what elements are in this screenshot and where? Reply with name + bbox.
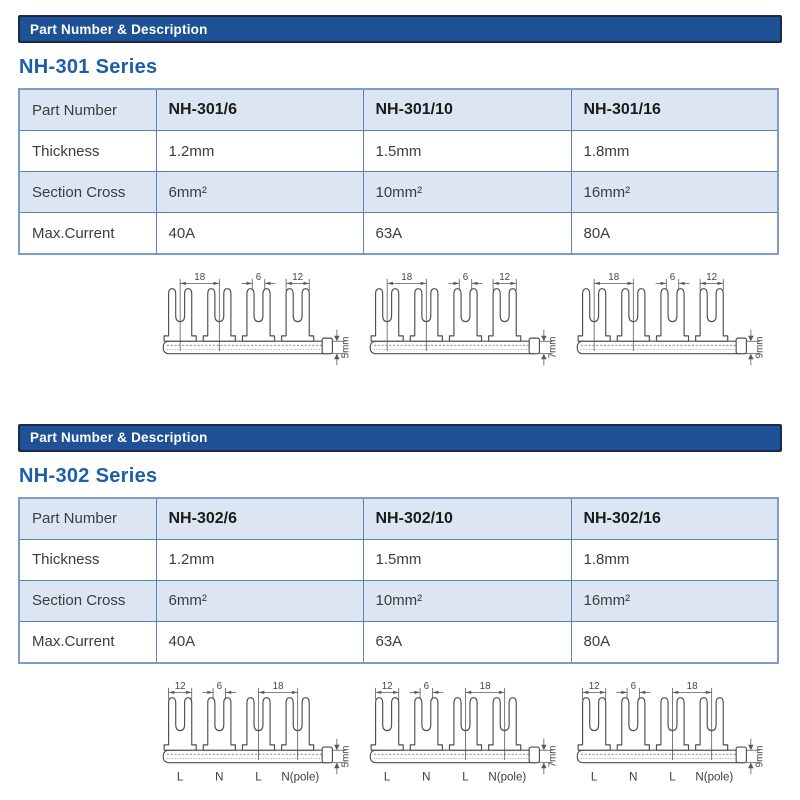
row-label: Part Number <box>19 498 156 540</box>
dimension-label: 12 <box>174 680 186 692</box>
part-number-cell: NH-301/10 <box>363 89 571 131</box>
dimension-width <box>169 681 192 700</box>
row-label: Section Cross <box>19 580 156 621</box>
dimension-label: 12 <box>499 271 511 283</box>
table-row <box>19 89 778 131</box>
pole-label: N <box>629 771 638 784</box>
height-label: 5mm <box>340 745 352 768</box>
dimension-label: 12 <box>381 680 393 692</box>
pole-label: N <box>422 771 431 784</box>
dimension-height <box>539 330 558 366</box>
busbar-comb-drawing <box>370 289 539 354</box>
table-row <box>19 539 778 580</box>
value-cell: 1.8mm <box>571 539 778 580</box>
series-title: NH-302 Series <box>19 464 158 487</box>
value-cell: 63A <box>363 621 571 663</box>
pole-label: L <box>462 771 469 784</box>
busbar-comb-drawing <box>163 289 332 354</box>
dimension-label: 18 <box>401 271 413 283</box>
row-label: Part Number <box>19 89 156 131</box>
dimension-width <box>286 272 309 291</box>
spec-table <box>18 88 779 255</box>
diagram-cell <box>569 679 776 788</box>
height-label: 7mm <box>547 336 559 359</box>
height-label: 5mm <box>340 336 352 359</box>
value-cell: 16mm² <box>571 580 778 621</box>
part-number-cell: NH-301/16 <box>571 89 778 131</box>
pole-label: N(pole) <box>488 771 527 784</box>
dimension-label: 18 <box>608 271 620 283</box>
dimension-slot <box>202 681 236 700</box>
section-header-bar <box>18 424 782 452</box>
pole-label: L <box>383 771 391 784</box>
dimension-label: 12 <box>706 271 718 283</box>
value-cell: 1.2mm <box>156 539 363 580</box>
part-number-cell: NH-301/6 <box>156 89 363 131</box>
series-title: NH-301 Series <box>19 56 158 78</box>
section-nh302 <box>18 424 782 788</box>
busbar-diagram-nh302-10 <box>364 679 567 788</box>
pole-label: L <box>176 771 184 784</box>
busbar-diagram-nh301-16 <box>571 270 774 370</box>
dimension-label: 18 <box>479 680 491 692</box>
diagram-cell <box>569 270 776 370</box>
dimension-width <box>493 272 516 291</box>
diagram-cell <box>362 679 569 788</box>
dimension-width <box>700 272 723 291</box>
dimension-width <box>583 681 606 700</box>
pole-label: L <box>590 771 598 784</box>
dimension-label: 18 <box>194 271 206 283</box>
value-cell: 1.8mm <box>571 131 778 172</box>
row-label: Max.Current <box>19 621 156 663</box>
section-header-label: Part Number & Description <box>30 21 208 37</box>
value-cell: 6mm² <box>156 172 363 213</box>
part-number-cell: NH-302/10 <box>363 498 571 540</box>
spec-table <box>18 497 779 664</box>
busbar-diagram-nh301-6 <box>157 270 360 370</box>
value-cell: 1.2mm <box>156 131 363 172</box>
dimension-slot <box>409 681 443 700</box>
pole-label: L <box>669 771 676 784</box>
dimension-label: 6 <box>216 680 223 692</box>
dimension-width <box>376 681 399 700</box>
pole-label: L <box>255 771 262 784</box>
table-row <box>19 172 778 213</box>
dimension-label: 18 <box>272 680 284 692</box>
dimension-label: 6 <box>630 680 637 692</box>
busbar-diagram-nh302-6 <box>157 679 360 788</box>
dimension-label: 6 <box>423 680 430 692</box>
value-cell: 40A <box>156 621 363 663</box>
value-cell: 10mm² <box>363 580 571 621</box>
height-label: 9mm <box>754 336 766 359</box>
row-label: Thickness <box>19 131 156 172</box>
dimension-height <box>746 330 765 366</box>
value-cell: 80A <box>571 213 778 255</box>
dimension-label: 12 <box>588 680 600 692</box>
dimension-slot <box>616 681 650 700</box>
dimension-label: 6 <box>462 271 469 283</box>
busbar-comb-drawing <box>370 697 539 762</box>
dimension-slot <box>656 272 690 291</box>
row-label: Thickness <box>19 539 156 580</box>
diagram-spacer <box>18 270 155 370</box>
table-row <box>19 580 778 621</box>
busbar-diagram-nh301-10 <box>364 270 567 370</box>
value-cell: 1.5mm <box>363 131 571 172</box>
part-number-cell: NH-302/16 <box>571 498 778 540</box>
busbar-comb-drawing <box>163 697 332 762</box>
dimension-height <box>539 738 558 774</box>
value-cell: 16mm² <box>571 172 778 213</box>
busbar-comb-drawing <box>577 289 746 354</box>
table-row <box>19 621 778 663</box>
section-header-bar <box>18 15 782 43</box>
part-number-cell: NH-302/6 <box>156 498 363 540</box>
busbar-diagram-nh302-16 <box>571 679 774 788</box>
value-cell: 10mm² <box>363 172 571 213</box>
diagram-cell <box>155 270 362 370</box>
pole-label: N(pole) <box>281 771 320 784</box>
pole-label: N(pole) <box>695 771 734 784</box>
dimension-label: 6 <box>669 271 676 283</box>
table-row <box>19 131 778 172</box>
height-label: 9mm <box>754 745 766 768</box>
diagram-spacer <box>18 679 155 788</box>
diagram-cell <box>362 270 569 370</box>
dimension-slot <box>242 272 276 291</box>
dimension-height <box>332 330 351 366</box>
table-row <box>19 213 778 255</box>
busbar-comb-drawing <box>577 697 746 762</box>
value-cell: 40A <box>156 213 363 255</box>
section-nh301 <box>18 15 782 370</box>
dimension-label: 18 <box>686 680 698 692</box>
section-header-label: Part Number & Description <box>30 430 208 446</box>
dimension-label: 6 <box>255 271 262 283</box>
diagram-cell <box>155 679 362 788</box>
value-cell: 1.5mm <box>363 539 571 580</box>
value-cell: 63A <box>363 213 571 255</box>
diagrams-row <box>18 270 782 370</box>
dimension-slot <box>449 272 483 291</box>
row-label: Section Cross <box>19 172 156 213</box>
dimension-height <box>746 738 765 774</box>
value-cell: 6mm² <box>156 580 363 621</box>
pole-label: N <box>215 771 224 784</box>
value-cell: 80A <box>571 621 778 663</box>
row-label: Max.Current <box>19 213 156 255</box>
table-row <box>19 498 778 540</box>
dimension-height <box>332 738 351 774</box>
dimension-label: 12 <box>292 271 304 283</box>
diagrams-row <box>18 679 782 788</box>
height-label: 7mm <box>547 745 559 768</box>
